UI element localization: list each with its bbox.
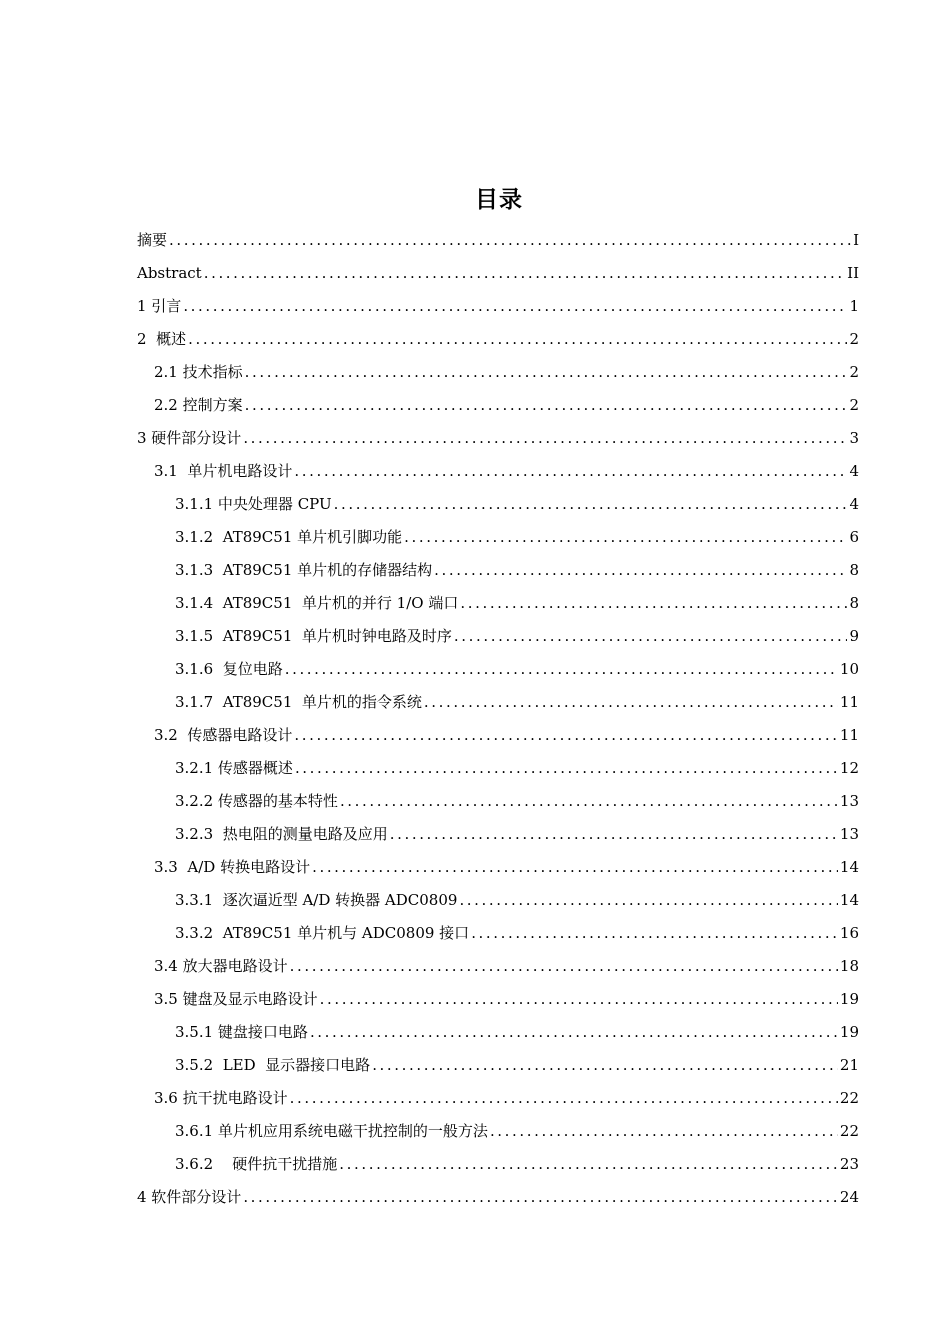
- toc-entry-page-number: 19: [839, 1023, 859, 1041]
- toc-entry-page-number: 23: [839, 1155, 859, 1173]
- toc-entry-label: 3.2.2 传感器的基本特性: [175, 792, 338, 810]
- toc-dot-leader: [404, 523, 847, 551]
- toc-dot-leader: [424, 688, 838, 716]
- toc-entry-page-number: 11: [839, 693, 859, 711]
- toc-entry[interactable]: [137, 589, 859, 622]
- toc-entry[interactable]: [137, 820, 859, 853]
- toc-entry-page-number: 16: [839, 924, 859, 942]
- toc-dot-leader: [372, 1051, 838, 1079]
- toc-dot-leader: [471, 919, 838, 947]
- toc-entry-label: 3.2.1 传感器概述: [175, 759, 293, 777]
- toc-entry-label: 3.5.1 键盘接口电路: [175, 1023, 308, 1041]
- toc-entry[interactable]: [137, 787, 859, 820]
- toc-entry-label: 3.1.3 AT89C51 单片机的存储器结构: [175, 561, 433, 579]
- toc-entry-label: 3.1.4 AT89C51 单片机的并行 1/O 端口: [175, 594, 459, 612]
- toc-entry-label: 3.1.1 中央处理器 CPU: [175, 495, 332, 513]
- toc-entry-page-number: 8: [849, 561, 859, 579]
- toc-entry-page-number: 22: [839, 1122, 859, 1140]
- toc-dot-leader: [243, 424, 847, 452]
- toc-entry-label: 3.5.2 LED 显示器接口电路: [175, 1056, 371, 1074]
- toc-entry-page-number: 19: [839, 990, 859, 1008]
- toc-entry-label: 3.1.5 AT89C51 单片机时钟电路及时序: [175, 627, 452, 645]
- toc-entry[interactable]: [137, 358, 859, 391]
- toc-dot-leader: [454, 622, 848, 650]
- toc-dot-leader: [334, 490, 848, 518]
- toc-entry-page-number: 10: [839, 660, 859, 678]
- toc-dot-leader: [290, 1084, 838, 1112]
- toc-dot-leader: [245, 358, 848, 386]
- toc-entry-label: 3.4 放大器电路设计: [154, 957, 288, 975]
- toc-entry[interactable]: [137, 688, 859, 721]
- toc-dot-leader: [188, 325, 847, 353]
- toc-entry-label: 3.6.2 硬件抗干扰措施: [175, 1155, 338, 1173]
- toc-entry-label: 2 概述: [137, 330, 187, 348]
- toc-entry-label: 1 引言: [137, 297, 182, 315]
- toc-dot-leader: [312, 853, 838, 881]
- toc-entry-page-number: II: [847, 264, 859, 282]
- toc-entry-page-number: 11: [839, 726, 859, 744]
- toc-entry[interactable]: [137, 721, 859, 754]
- toc-entry-page-number: 12: [839, 759, 859, 777]
- toc-entry[interactable]: [137, 1018, 859, 1051]
- toc-entry[interactable]: [137, 985, 859, 1018]
- toc-entry[interactable]: [137, 919, 859, 952]
- toc-entry-label: 3.1.7 AT89C51 单片机的指令系统: [175, 693, 422, 711]
- toc-entry-label: 3.6 抗干扰电路设计: [154, 1089, 288, 1107]
- toc-entry[interactable]: [137, 325, 859, 358]
- toc-entry-page-number: 2: [849, 363, 859, 381]
- toc-entry-page-number: 22: [839, 1089, 859, 1107]
- toc-entry[interactable]: [137, 457, 859, 490]
- toc-entry-page-number: 4: [849, 495, 859, 513]
- toc-entry-page-number: 14: [839, 891, 859, 909]
- toc-dot-leader: [340, 787, 838, 815]
- toc-entry-label: 4 软件部分设计: [137, 1188, 242, 1206]
- toc-entry-label: Abstract: [137, 264, 202, 282]
- toc-entry-page-number: 1: [849, 297, 859, 315]
- toc-entry-label: 3.1.2 AT89C51 单片机引脚功能: [175, 528, 403, 546]
- toc-entry-page-number: 3: [849, 429, 859, 447]
- toc-entry[interactable]: [137, 556, 859, 589]
- toc-entry[interactable]: [137, 1084, 859, 1117]
- toc-dot-leader: [295, 754, 838, 782]
- toc-entry[interactable]: [137, 655, 859, 688]
- toc-entry-page-number: 2: [849, 330, 859, 348]
- toc-entry-label: 3.5 键盘及显示电路设计: [154, 990, 318, 1008]
- toc-entry[interactable]: [137, 1051, 859, 1084]
- toc-dot-leader: [290, 952, 838, 980]
- toc-dot-leader: [390, 820, 838, 848]
- toc-dot-leader: [294, 721, 838, 749]
- toc-entry-page-number: 18: [839, 957, 859, 975]
- toc-entry[interactable]: [137, 391, 859, 424]
- toc-entry-label: 3 硬件部分设计: [137, 429, 242, 447]
- toc-entry-page-number: 14: [839, 858, 859, 876]
- toc-dot-leader: [245, 391, 848, 419]
- toc-dot-leader: [434, 556, 847, 584]
- toc-entry-label: 3.1 单片机电路设计: [154, 462, 293, 480]
- toc-dot-leader: [310, 1018, 838, 1046]
- toc-entry[interactable]: [137, 226, 859, 259]
- toc-entry[interactable]: [137, 1150, 859, 1183]
- toc-entry[interactable]: [137, 754, 859, 787]
- toc-dot-leader: [243, 1183, 838, 1211]
- toc-entry-page-number: 13: [839, 792, 859, 810]
- toc-dot-leader: [285, 655, 838, 683]
- toc-entry-label: 3.2 传感器电路设计: [154, 726, 293, 744]
- toc-title: 目录: [475, 187, 523, 213]
- toc-entry-label: 3.3 A/D 转换电路设计: [154, 858, 311, 876]
- toc-entry-page-number: 4: [849, 462, 859, 480]
- toc-entry[interactable]: [137, 259, 859, 292]
- toc-entry-page-number: 8: [849, 594, 859, 612]
- toc-entry-label: 3.3.2 AT89C51 单片机与 ADC0809 接口: [175, 924, 470, 942]
- toc-entry-label: 2.2 控制方案: [154, 396, 243, 414]
- toc-dot-leader: [460, 589, 847, 617]
- toc-entry-label: 摘要: [137, 231, 168, 249]
- toc-entry-page-number: 2: [849, 396, 859, 414]
- toc-entry-label: 3.2.3 热电阻的测量电路及应用: [175, 825, 388, 843]
- toc-entry-page-number: 13: [839, 825, 859, 843]
- toc-dot-leader: [169, 226, 851, 254]
- toc-entry-label: 3.1.6 复位电路: [175, 660, 283, 678]
- toc-dot-leader: [294, 457, 847, 485]
- toc-entry[interactable]: [137, 1183, 859, 1216]
- toc-entry[interactable]: [137, 853, 859, 886]
- toc-entry-page-number: 21: [839, 1056, 859, 1074]
- toc-entry[interactable]: [137, 886, 859, 919]
- toc-dot-leader: [490, 1117, 838, 1145]
- toc-entry-page-number: 6: [849, 528, 859, 546]
- toc-dot-leader: [339, 1150, 838, 1178]
- toc-dot-leader: [204, 259, 845, 287]
- toc-entry[interactable]: [137, 424, 859, 457]
- toc-entry-page-number: I: [853, 231, 859, 249]
- toc-dot-leader: [320, 985, 838, 1013]
- toc-entry[interactable]: [137, 952, 859, 985]
- toc-entry-label: 2.1 技术指标: [154, 363, 243, 381]
- toc-list: [137, 226, 859, 1216]
- toc-dot-leader: [183, 292, 847, 320]
- toc-entry[interactable]: [137, 1117, 859, 1150]
- toc-entry[interactable]: [137, 523, 859, 556]
- toc-dot-leader: [459, 886, 837, 914]
- toc-entry-label: 3.3.1 逐次逼近型 A/D 转换器 ADC0809: [175, 891, 458, 909]
- toc-entry[interactable]: [137, 292, 859, 325]
- toc-entry-label: 3.6.1 单片机应用系统电磁干扰控制的一般方法: [175, 1122, 488, 1140]
- toc-entry-page-number: 24: [839, 1188, 859, 1206]
- toc-entry-page-number: 9: [849, 627, 859, 645]
- toc-entry[interactable]: [137, 622, 859, 655]
- toc-entry[interactable]: [137, 490, 859, 523]
